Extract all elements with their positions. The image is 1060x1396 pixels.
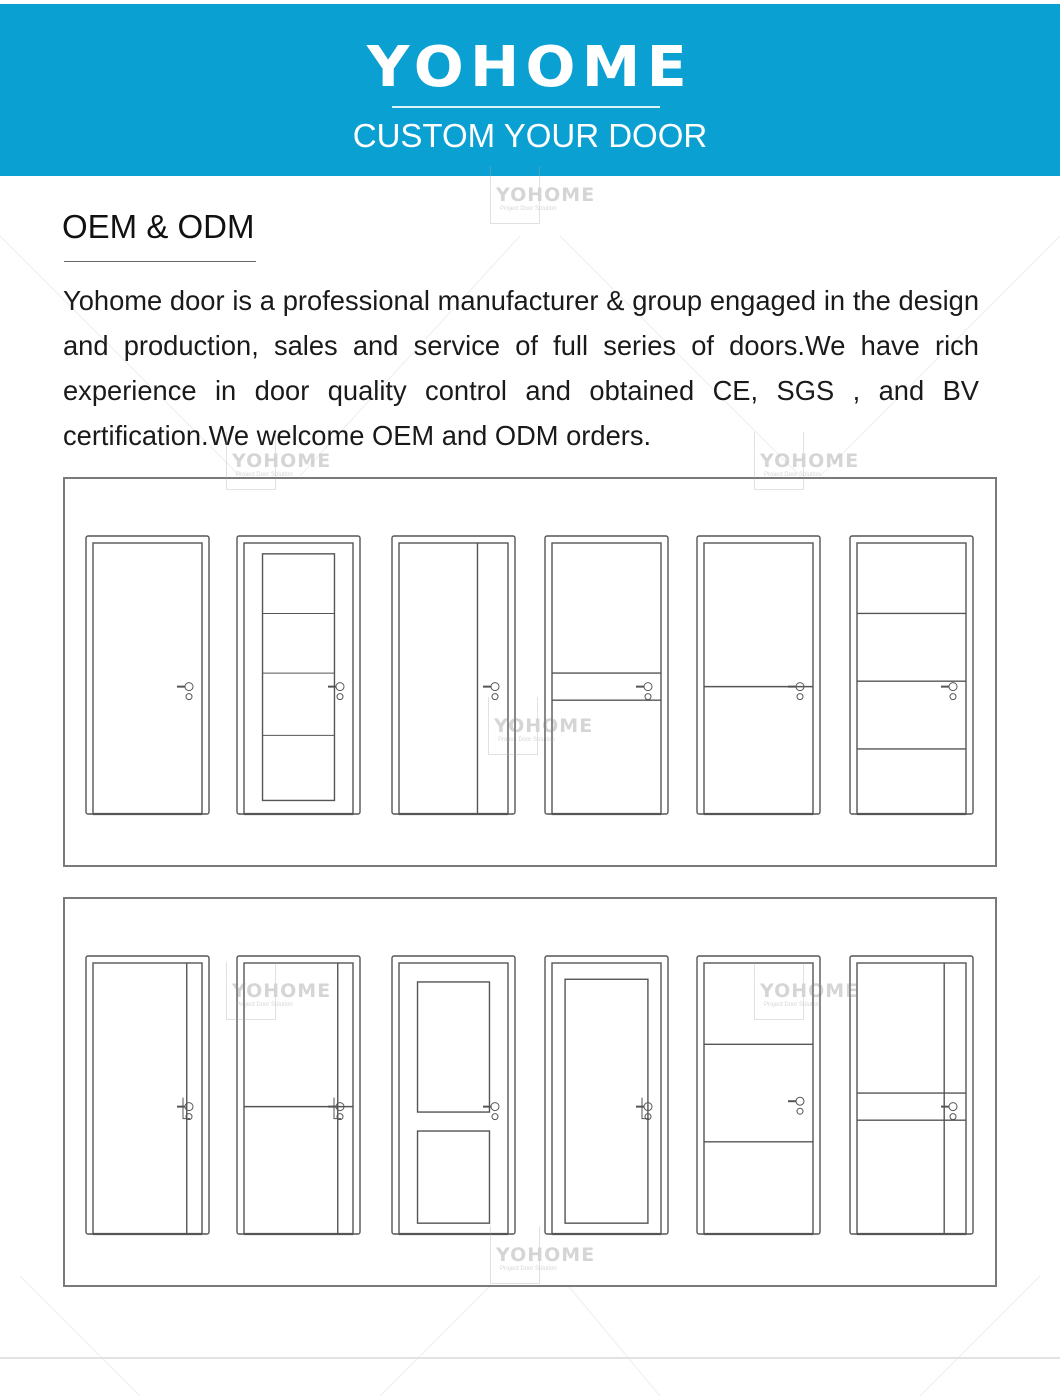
door-panel-2 <box>63 897 997 1287</box>
door-handle-icon <box>483 1103 499 1120</box>
door-handle-icon <box>483 683 499 700</box>
door-drawings-row-2 <box>65 899 995 1285</box>
watermark-logo: YOHOME Project Door Solution <box>750 962 850 1022</box>
brand-tagline: CUSTOM YOUR DOOR <box>352 117 708 154</box>
door-handle-icon <box>328 683 344 700</box>
door-handle-icon <box>941 1103 957 1120</box>
watermark-logo: YOHOME Project Door Solution <box>484 697 584 757</box>
door-handle-icon <box>636 683 652 700</box>
door-handle-icon <box>941 683 957 700</box>
door-handle-icon <box>177 1098 193 1120</box>
door-handle-icon <box>636 1098 652 1120</box>
title-underline <box>64 261 256 262</box>
watermark-logo: YOHOME Project Door Solution <box>222 962 322 1022</box>
door-handle-icon <box>788 683 804 700</box>
watermark-logo: YOHOME Project Door Solution <box>486 1226 586 1286</box>
door-drawing-side-stripe-horizontal-line <box>237 956 360 1234</box>
door-handle-icon <box>177 683 193 700</box>
brand-logo: YOHOME <box>366 35 694 100</box>
watermark-logo: YOHOME Project Door Solution <box>486 166 586 226</box>
brand-header <box>0 4 1060 176</box>
door-handle-icon <box>788 1097 804 1114</box>
door-drawings-row-1 <box>65 479 995 865</box>
door-drawing-four-glass-panel <box>237 536 360 814</box>
door-drawing-flush-plain <box>86 536 209 814</box>
door-drawing-two-raised-panel <box>392 956 515 1234</box>
door-drawing-single-horizontal-line <box>697 536 820 814</box>
section-title: OEM & ODM <box>62 208 255 245</box>
brand-divider <box>392 106 660 108</box>
door-drawing-cross-stripe <box>850 956 973 1234</box>
door-drawing-three-horizontal-lines <box>850 536 973 814</box>
door-panel-1 <box>63 477 997 867</box>
door-drawing-two-horizontal-lines <box>697 956 820 1234</box>
watermark-logo: YOHOME Project Door Solution <box>750 432 850 492</box>
door-handle-icon <box>328 1098 344 1120</box>
door-drawing-full-glass-panel <box>545 956 668 1234</box>
footer-divider <box>0 1357 1060 1359</box>
door-drawing-flush-side-stripe-notched <box>86 956 209 1234</box>
company-description: Yohome door is a professional manufacturer & group engaged in the design and production, sales and service of full series of doors.We have rich experience in door quality control and obtained CE, SGS , and BV certification.We welcome OEM and ODM orders. <box>63 285 979 451</box>
door-drawing-double-horizontal-band <box>545 536 668 814</box>
watermark-logo: YOHOME Project Door Solution <box>222 432 322 492</box>
door-drawing-vertical-stripe <box>392 536 515 814</box>
